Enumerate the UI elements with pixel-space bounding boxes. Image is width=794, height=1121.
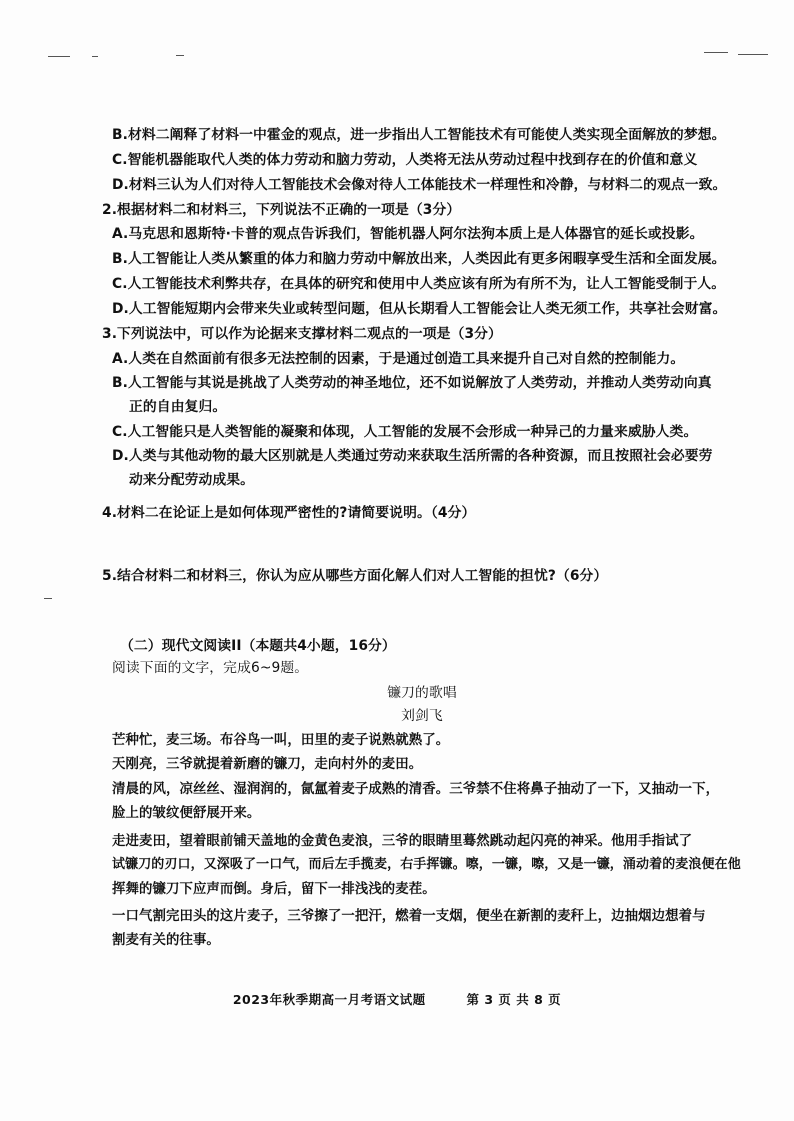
q3-option-c: C.人工智能只是人类智能的凝聚和体现，人工智能的发展不会形成一种异己的力量来威胁人类。 <box>112 424 698 440</box>
q2-stem: 2.根据材料二和材料三，下列说法不正确的一项是（3分） <box>102 202 461 218</box>
scan-mark-right <box>704 52 728 53</box>
q3-stem: 3.下列说法中，可以作为论据来支撑材料二观点的一项是（3分） <box>102 326 502 342</box>
passage-paragraph-4-line2: 试镰刀的刃口，又深吸了一口气，而后左手揽麦，右手挥镰。嚓，一镰，嚓，又是一镰，涌动着的麦浪便在他 <box>112 857 741 872</box>
scan-mark-left <box>48 56 70 57</box>
q4-stem: 4.材料二在论证上是如何体现严密性的?请简要说明。（4分） <box>102 505 476 521</box>
q2-option-b: B.人工智能让人类从繁重的体力和脑力劳动中解放出来，人类因此有更多闲暇享受生活和全面发展。 <box>112 251 726 267</box>
scan-mark-left-edge <box>44 598 52 599</box>
page-footer <box>0 990 794 1008</box>
passage-paragraph-5-line1: 一口气割完田头的这片麦子，三爷擦了一把汗，燃着一支烟，便坐在新割的麦秆上，边抽烟边想着与 <box>112 908 706 924</box>
q1-option-b: B.材料二阐释了材料一中霍金的观点，进一步指出人工智能技术有可能使人类实现全面解放的梦想。 <box>112 127 726 143</box>
passage-paragraph-4-line3: 挥舞的镰刀下应声而倒。身后，留下一排浅浅的麦茬。 <box>112 881 436 897</box>
q3-option-d-line1: D.人类与其他动物的最大区别就是人类通过劳动来获取生活所需的各种资源，而且按照社会必要劳 <box>112 448 713 464</box>
q3-option-d-line2: 动来分配劳动成果。 <box>129 472 255 488</box>
q1-option-c: C.智能机器能取代人类的体力劳动和脑力劳动，人类将无法从劳动过程中找到存在的价值和意义 <box>112 152 698 168</box>
q3-option-b-line2: 正的自由复归。 <box>129 399 227 415</box>
scan-mark-center <box>176 55 184 56</box>
q2-option-d: D.人工智能短期内会带来失业或转型问题，但从长期看人工智能会让人类无须工作，共享社会财富。 <box>112 301 727 317</box>
q2-option-c: C.人工智能技术利弊共存，在具体的研究和使用中人类应该有所为有所不为，让人工智能受制于人。 <box>112 276 726 292</box>
page-number: 第 3 页 共 8 页 <box>466 992 562 1007</box>
q3-option-a: A.人类在自然面前有很多无法控制的因素，于是通过创造工具来提升自己对自然的控制能力。 <box>112 351 685 367</box>
passage-paragraph-1: 芒种忙，麦三场。布谷鸟一叫，田里的麦子说熟就熟了。 <box>112 732 450 748</box>
passage-author: 刘剑飞 <box>401 708 443 724</box>
scan-mark-right-2 <box>738 54 768 55</box>
passage-paragraph-4-line1: 走进麦田，望着眼前铺天盖地的金黄色麦浪，三爷的眼睛里蓦然跳动起闪亮的神采。他用手指试了 <box>112 833 693 849</box>
passage-title: 镰刀的歌唱 <box>387 685 457 701</box>
section-2-title: （二）现代文阅读II（本题共4小题，16分） <box>120 638 396 654</box>
passage-paragraph-2: 天刚亮，三爷就提着新磨的镰刀，走向村外的麦田。 <box>112 756 423 772</box>
q2-option-a: A.马克思和恩斯特·卡普的观点告诉我们，智能机器人阿尔法狗本质上是人体器官的延长或投影。 <box>112 226 704 242</box>
section-2-instruction: 阅读下面的文字，完成6~9题。 <box>112 660 309 676</box>
passage-paragraph-3-line1: 清晨的风，凉丝丝、湿润润的，氤氲着麦子成熟的清香。三爷禁不住将鼻子抽动了一下，又抽动一下， <box>112 781 720 797</box>
passage-paragraph-3-line2: 脸上的皱纹便舒展开来。 <box>112 805 261 821</box>
q3-option-b-line1: B.人工智能与其说是挑战了人类劳动的神圣地位，还不如说解放了人类劳动，并推动人类劳动向真 <box>112 375 712 391</box>
exam-title: 2023年秋季期高一月考语文试题 <box>232 992 426 1007</box>
passage-paragraph-5-line2: 割麦有关的往事。 <box>112 932 220 948</box>
q5-stem: 5.结合材料二和材料三，你认为应从哪些方面化解人们对人工智能的担忧?（6分） <box>102 568 608 584</box>
scan-mark-left-2 <box>92 56 98 57</box>
q1-option-d: D.材料三认为人们对待人工智能技术会像对待人工体能技术一样理性和冷静，与材料二的观点一致。 <box>112 177 727 193</box>
